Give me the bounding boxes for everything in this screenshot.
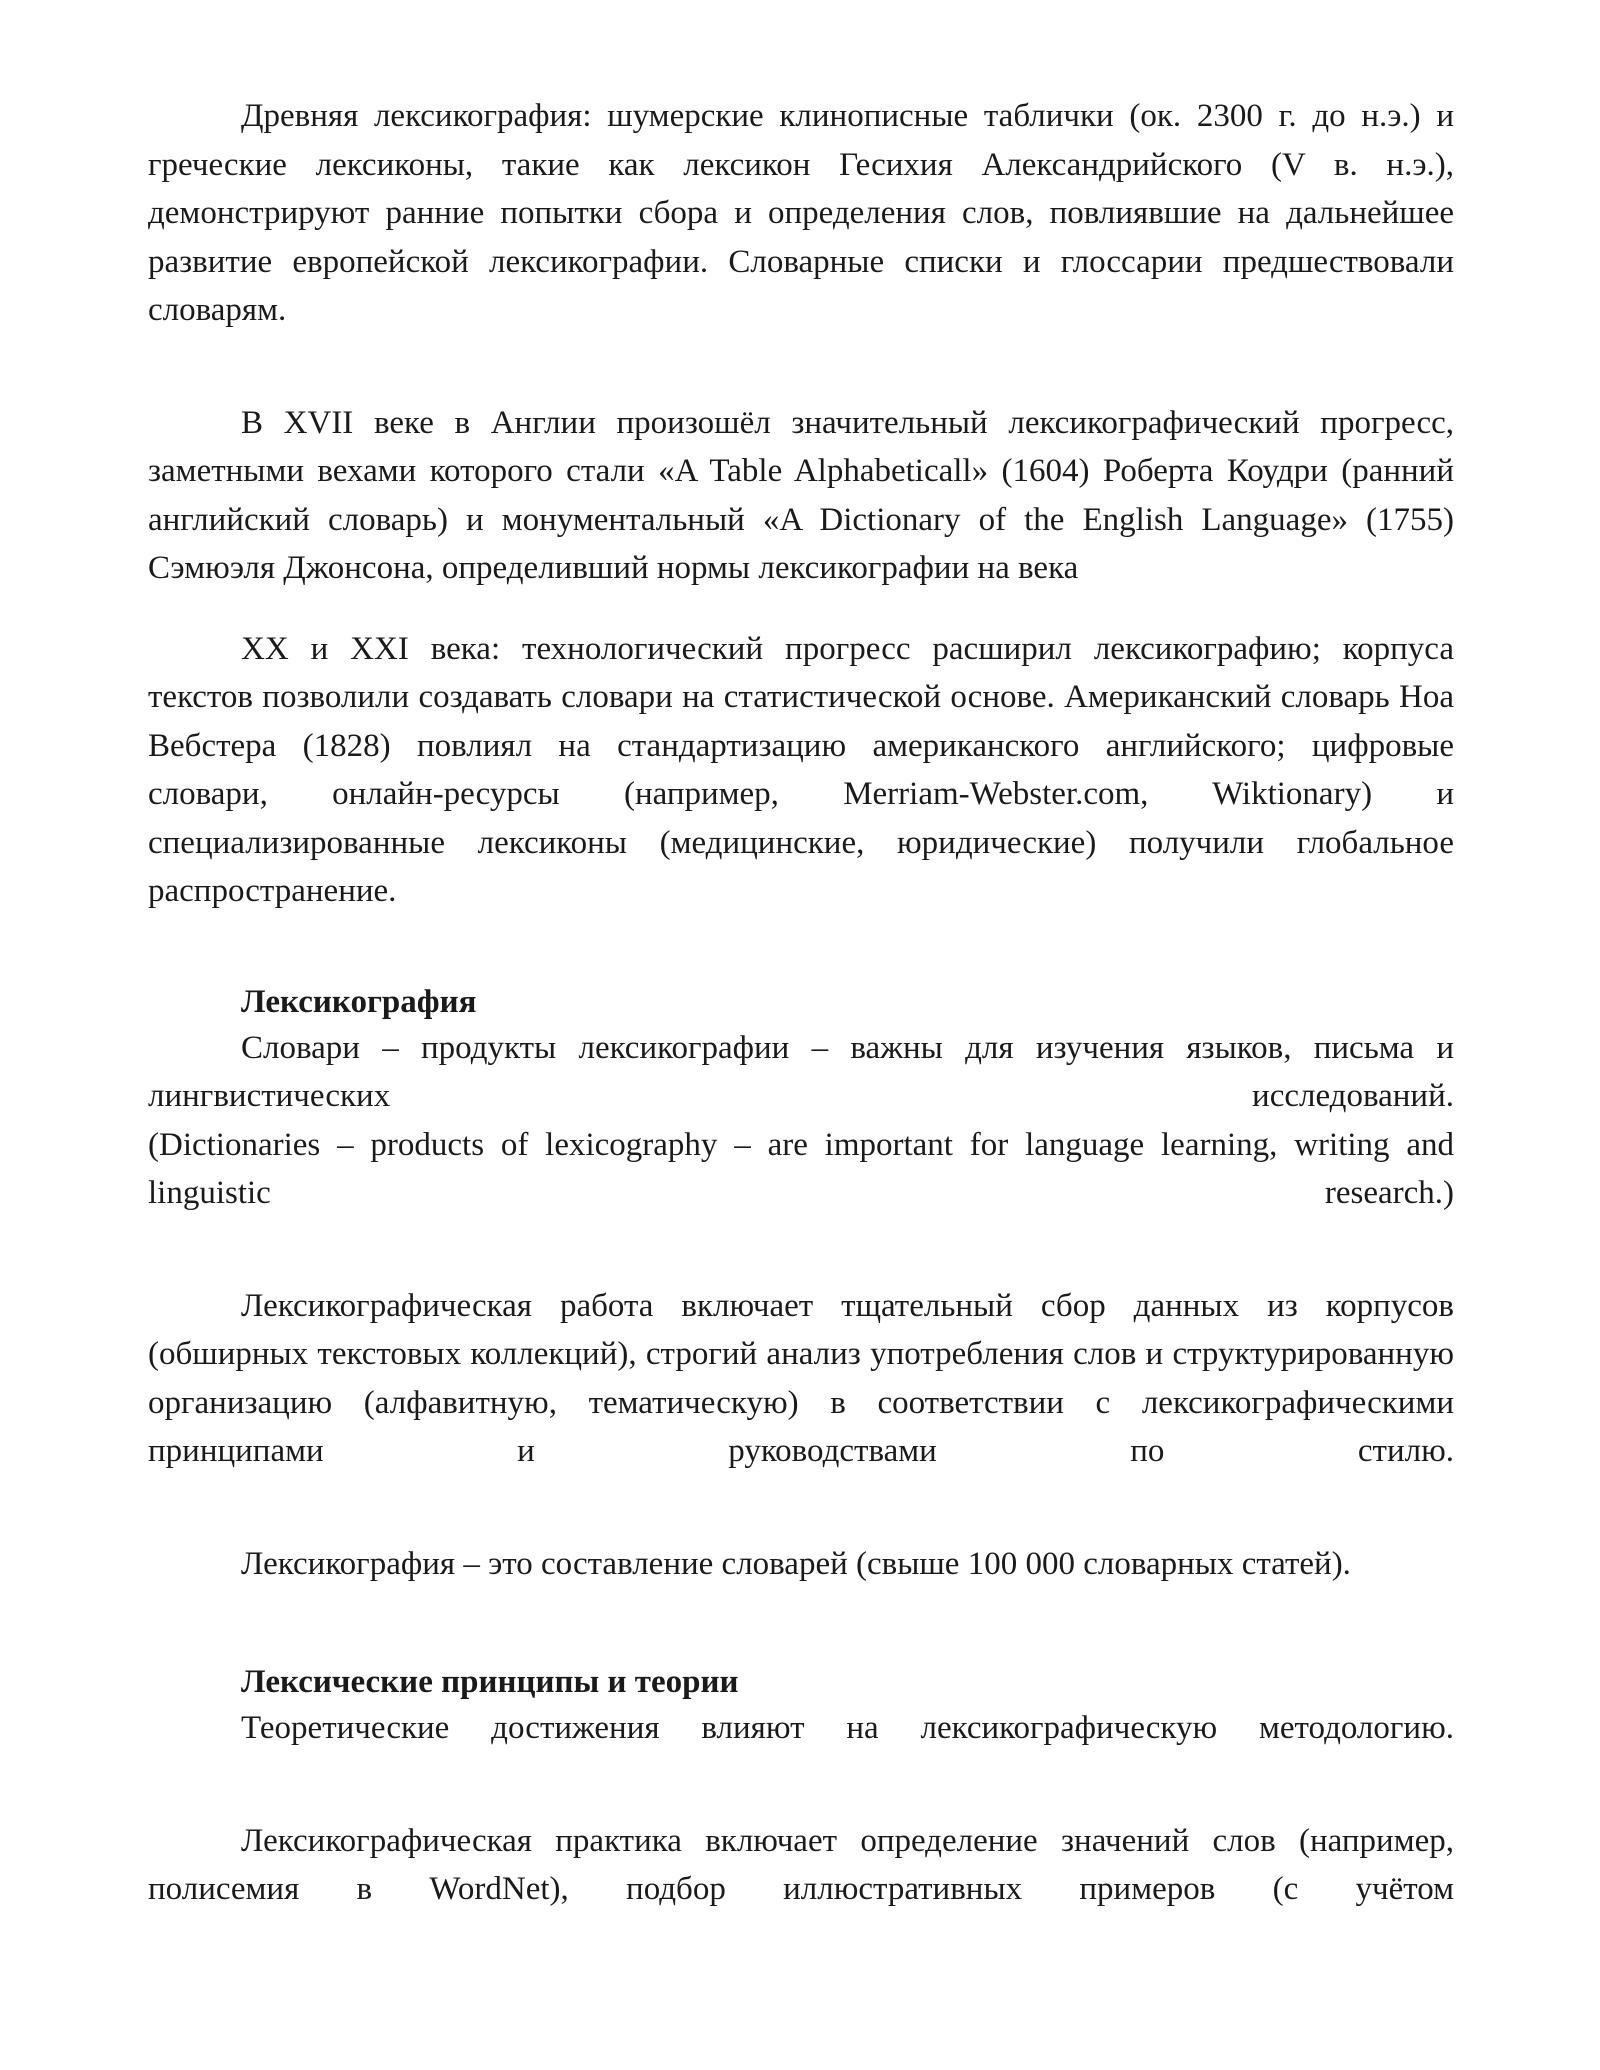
paragraph-xx-xxi-centuries: XX и XXI века: технологический прогресс расширил лексикографию; корпуса текстов позволили создавать словари на статистической основе. Американский словарь Ноа Вебстера (1828) повлиял на стандартизацию американского английского; цифровые словари, онлайн-ресурсы (например, Merriam-Webster.com, Wiktionary) и специализированные лексиконы (медицинские, юридические) получили глобальное распространение. — [148, 630, 1454, 909]
paragraph-theoretical-achievements: Теоретические достижения влияют на лексикографическую методологию. — [241, 1710, 1454, 1746]
paragraph-dictionaries-ru: Словари – продукты лексикографии – важны для изучения языков, письма и лингвистических исследований. — [148, 1029, 1454, 1114]
paragraph-xvii-century: В XVII веке в Англии произошёл значительный лексикографический прогресс, заметными вехами которого стали «A Table Alphabeticall» (1604) Роберта Коудри (ранний английский словарь) и монументальный «A Dictionary of the English Language» (1755) Сэмюэля Джонсона, определивший нормы лексикографии на века — [148, 404, 1454, 586]
heading-lexical-principles: Лексические принципы и теории — [241, 1664, 739, 1700]
paragraph-ancient-lexicography: Древняя лексикография: шумерские клинописные таблички (ок. 2300 г. до н.э.) и греческие лексиконы, такие как лексикон Гесихия Александрийского (V в. н.э.), демонстрируют ранние попытки сбора и определения слов, повлиявшие на дальнейшее развитие европейской лексикографии. Словарные списки и глоссарии предшествовали словарям. — [148, 98, 1454, 328]
heading-lexicography: Лексикография — [241, 983, 477, 1020]
paragraph-lexicographic-practice: Лексикографическая практика включает определение значений слов (например, полисемия в WordNet), подбор иллюстративных примеров (с учётом — [148, 1822, 1454, 1907]
paragraph-dictionaries-en: (Dictionaries – products of lexicography – are important for language learning, writing and linguistic research.) — [148, 1126, 1454, 1211]
paragraph-lexicographic-work: Лексикографическая работа включает тщательный сбор данных из корпусов (обширных текстовых коллекций), строгий анализ употребления слов и структурированную организацию (алфавитную, тематическую) в соответствии с лексикографическими принципами и руководствами по стилю. — [148, 1287, 1454, 1469]
document-page — [148, 92, 1454, 1914]
paragraph-lexicography-definition: Лексикография – это составление словарей (свыше 100 000 словарных статей). — [241, 1545, 1351, 1582]
